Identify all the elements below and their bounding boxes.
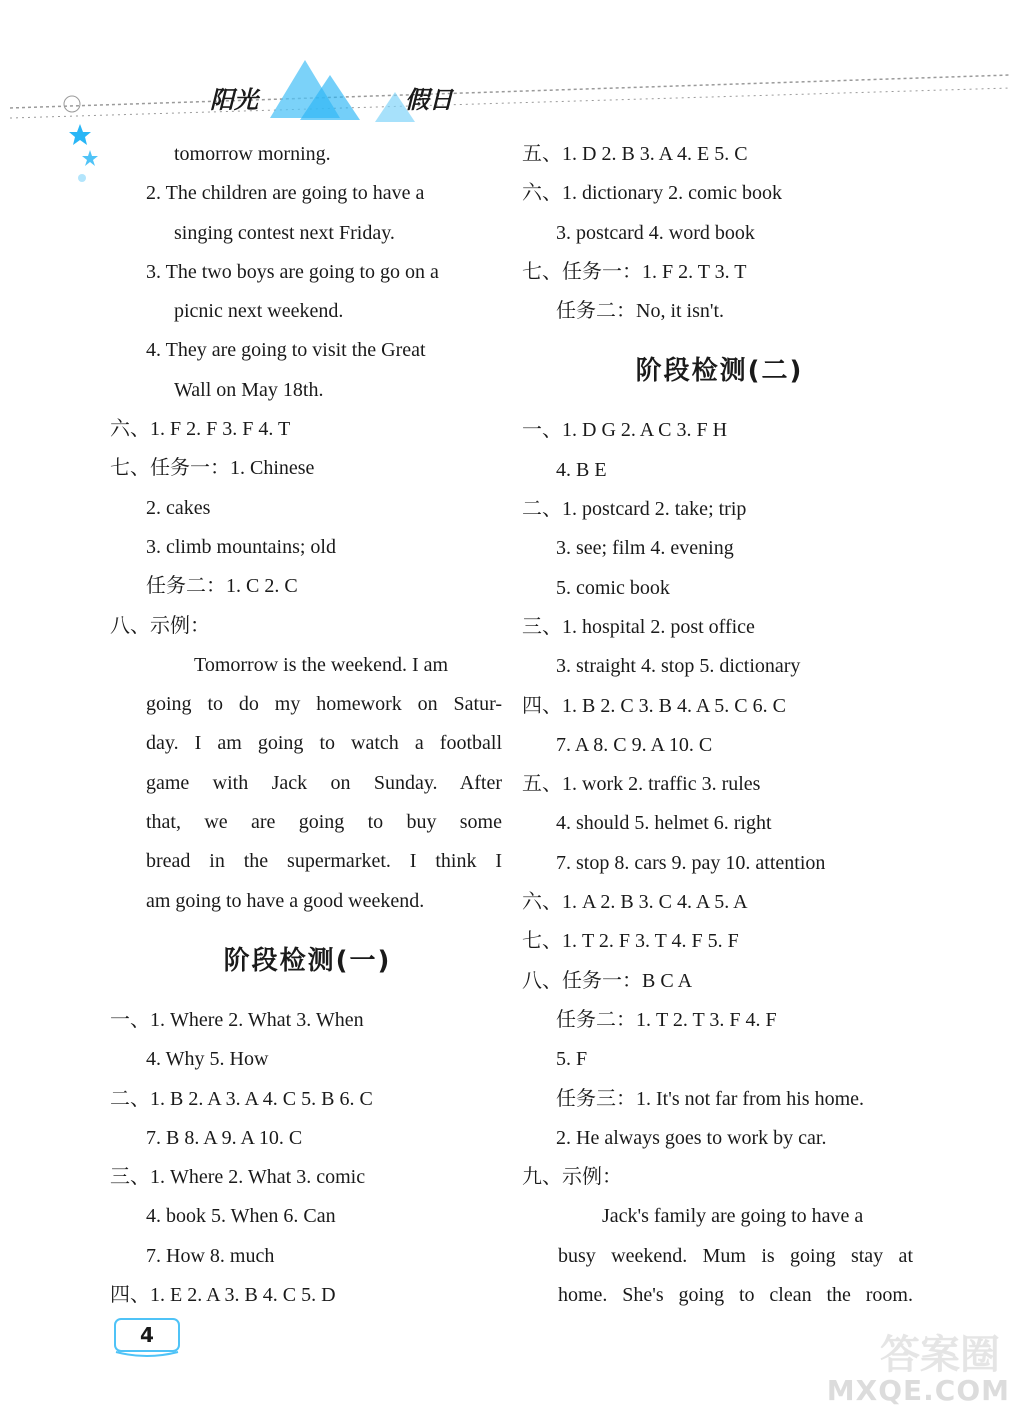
section-heading: 阶段检测(二) bbox=[635, 356, 804, 387]
answer-line: 五、1. D 2. B 3. A 4. E 5. C bbox=[522, 143, 748, 165]
answer-line: 一、1. Where 2. What 3. When bbox=[110, 1008, 364, 1031]
answer-line: 九、示例： bbox=[522, 1166, 622, 1189]
page-number: 4 bbox=[140, 1323, 154, 1347]
answer-line: home. She's going to clean the room. bbox=[558, 1284, 913, 1307]
answer-line: 7. stop 8. cars 9. pay 10. attention bbox=[556, 851, 826, 874]
answer-line: 3. The two boys are going to go on a bbox=[146, 260, 439, 283]
answer-line: 4. Why 5. How bbox=[146, 1048, 269, 1071]
answer-line: 4. B E bbox=[556, 458, 607, 481]
answer-line: 四、1. B 2. C 3. B 4. A 5. C 6. C bbox=[522, 694, 786, 717]
section-heading: 阶段检测(一) bbox=[223, 945, 392, 976]
answer-line: 三、1. Where 2. What 3. comic bbox=[110, 1166, 366, 1189]
answer-line: 三、1. hospital 2. post office bbox=[522, 615, 755, 638]
answer-line: 五、1. work 2. traffic 3. rules bbox=[522, 773, 761, 796]
answer-line: 四、1. E 2. A 3. B 4. C 5. D bbox=[110, 1284, 336, 1307]
answer-line: 七、任务一：1. Chinese bbox=[110, 457, 315, 480]
answer-line: busy weekend. Mum is going stay at bbox=[558, 1244, 913, 1267]
watermark-logo: 答案圈 bbox=[880, 1332, 1000, 1378]
answer-line: 7. A 8. C 9. A 10. C bbox=[556, 733, 713, 756]
answer-line: 5. comic book bbox=[556, 576, 670, 599]
answer-line: 七、任务一：1. F 2. T 3. T bbox=[522, 260, 747, 283]
answer-line: 七、1. T 2. F 3. T 4. F 5. F bbox=[522, 930, 739, 953]
answer-line: 任务二：No, it isn't. bbox=[556, 300, 725, 323]
answer-line: bread in the supermarket. I think I bbox=[146, 850, 502, 873]
answer-line: 3. postcard 4. word book bbox=[556, 221, 755, 244]
answer-line: 5. F bbox=[556, 1048, 588, 1071]
answer-line: 7. How 8. much bbox=[146, 1244, 275, 1267]
answer-line: singing contest next Friday. bbox=[174, 221, 395, 244]
watermark bbox=[826, 1323, 1010, 1407]
brand-left: 阳光 bbox=[210, 86, 258, 114]
answer-line: picnic next weekend. bbox=[174, 300, 344, 323]
star-icon bbox=[69, 124, 91, 145]
brand-right: 假日 bbox=[405, 86, 453, 114]
answer-line: 二、1. postcard 2. take; trip bbox=[522, 498, 747, 521]
answer-line: Tomorrow is the weekend. I am bbox=[194, 653, 449, 676]
answer-line: 六、1. A 2. B 3. C 4. A 5. A bbox=[522, 891, 748, 914]
answer-line: 2. cakes bbox=[146, 496, 211, 519]
answer-line: tomorrow morning. bbox=[174, 143, 331, 165]
answer-line: going to do my homework on Satur- bbox=[146, 693, 502, 716]
left-column bbox=[110, 135, 505, 1315]
answer-line: that, we are going to buy some bbox=[146, 811, 502, 834]
answer-line: 一、1. D G 2. A C 3. F H bbox=[522, 419, 728, 442]
answer-line: 八、示例： bbox=[110, 614, 210, 637]
answer-line: 3. climb mountains; old bbox=[146, 535, 336, 558]
answer-line: 二、1. B 2. A 3. A 4. C 5. B 6. C bbox=[110, 1087, 373, 1110]
answer-line: 3. straight 4. stop 5. dictionary bbox=[556, 655, 801, 678]
answer-line: 2. The children are going to have a bbox=[146, 182, 425, 205]
answer-line: 4. They are going to visit the Great bbox=[146, 339, 426, 362]
answer-line: 六、1. dictionary 2. comic book bbox=[522, 182, 782, 205]
answer-line: 任务二：1. C 2. C bbox=[146, 575, 298, 598]
answer-line: am going to have a good weekend. bbox=[146, 889, 425, 912]
answer-line: 4. book 5. When 6. Can bbox=[146, 1205, 336, 1228]
answer-line: 3. see; film 4. evening bbox=[556, 537, 734, 560]
watermark-url: MXQE.COM bbox=[826, 1374, 1010, 1407]
answer-line: 7. B 8. A 9. A 10. C bbox=[146, 1126, 303, 1149]
answer-line: 八、任务一：B C A bbox=[522, 969, 693, 992]
answer-line: game with Jack on Sunday. After bbox=[146, 771, 502, 794]
answer-line: 2. He always goes to work by car. bbox=[556, 1126, 827, 1149]
answer-line: 4. should 5. helmet 6. right bbox=[556, 812, 772, 835]
answer-line: 任务二：1. T 2. T 3. F 4. F bbox=[556, 1008, 777, 1031]
answer-line: Wall on May 18th. bbox=[174, 378, 324, 401]
right-column bbox=[522, 135, 917, 1315]
answer-line: 六、1. F 2. F 3. F 4. T bbox=[110, 418, 291, 441]
star-icon bbox=[82, 150, 98, 166]
answer-line: day. I am going to watch a football bbox=[146, 732, 502, 755]
answer-line: Jack's family are going to have a bbox=[602, 1205, 864, 1228]
answer-line: 任务三：1. It's not far from his home. bbox=[556, 1087, 865, 1110]
